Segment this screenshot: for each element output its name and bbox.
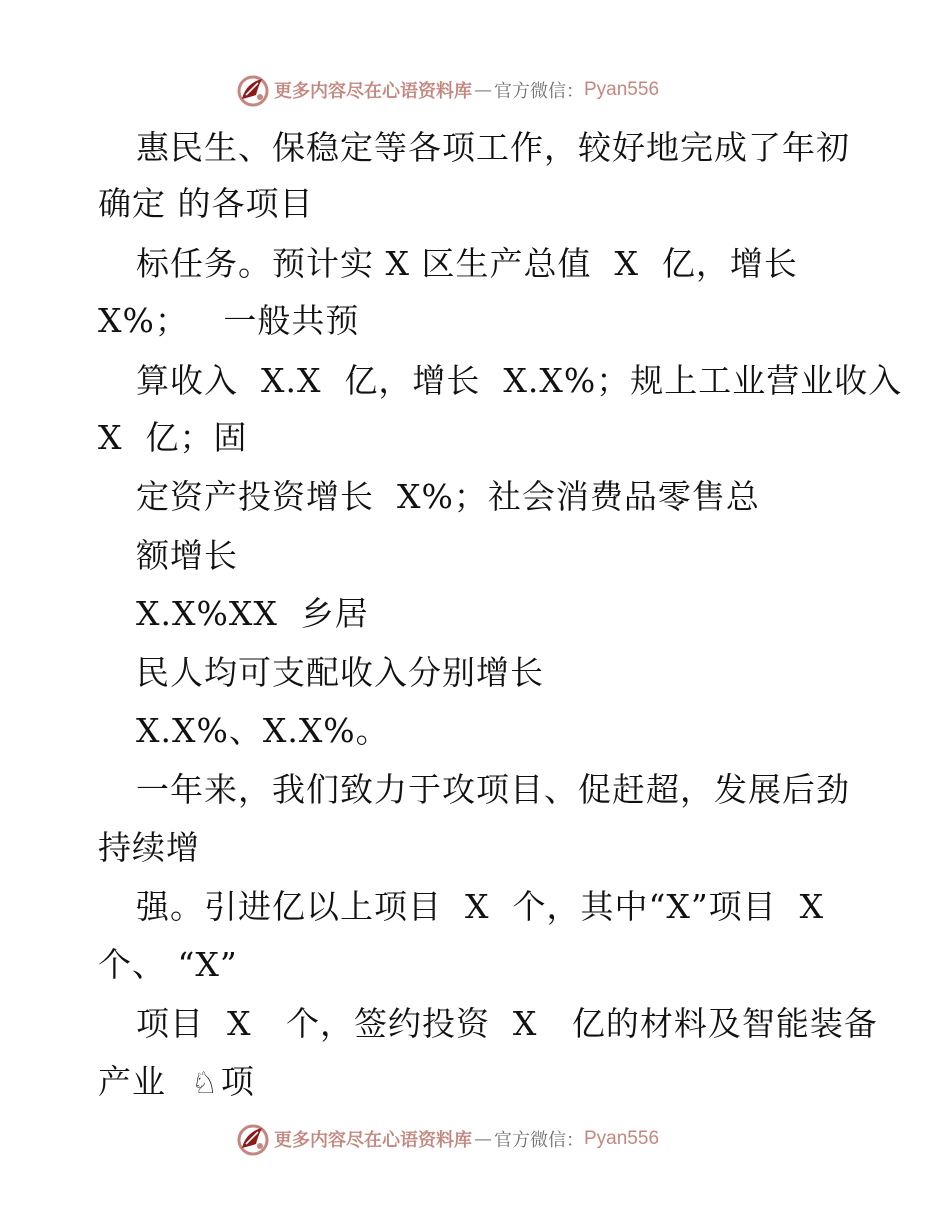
body-line: 个、 “X”	[98, 945, 238, 984]
body-line: 定资产投资增长 X%；社会消费品零售总	[136, 477, 760, 516]
body-line-end: 项	[220, 1062, 255, 1101]
body-line: 强。引进亿以上项目 X 个，其中“X”项目 X	[136, 887, 825, 926]
body-line: X%； 一般共预	[98, 301, 360, 340]
body-line: X 亿；固	[98, 418, 248, 457]
banner-wechat-label: 官方微信：	[494, 81, 584, 102]
banner-dash: —	[474, 1128, 492, 1150]
banner-wechat-label: 官方微信：	[494, 1130, 584, 1151]
body-line-start: 产业	[98, 1062, 189, 1101]
banner-text: 更多内容尽在心语资料库	[274, 81, 472, 102]
pen-logo-icon	[236, 1122, 270, 1156]
body-line-last	[98, 1062, 255, 1102]
body-line: 标任务。预计实 X 区生产总值 X 亿，增长	[136, 244, 798, 283]
body-line: 持续增	[98, 828, 200, 867]
body-line: 确定 的各项目	[98, 184, 314, 223]
body-line: 一年来，我们致力于攻项目、促赶超，发展后劲	[136, 770, 850, 809]
banner-text: 更多内容尽在心语资料库	[274, 1130, 472, 1151]
body-line: 项目 X 个，签约投资 X 亿的材料及智能装备	[136, 1004, 878, 1043]
body-line: 算收入 X.X 亿，增长 X.X%；规上工业营业收入	[136, 361, 903, 400]
body-line: 民人均可支配收入分别增长	[136, 653, 544, 692]
banner-wechat-id: Pyan556	[584, 1128, 660, 1149]
footer-banner	[236, 1122, 659, 1156]
body-line: 额增长	[136, 536, 238, 575]
body-line: X.X%、X.X%。	[136, 711, 390, 750]
body-line: 惠民生、保稳定等各项工作，较好地完成了年初	[136, 128, 850, 167]
banner-wechat-id: Pyan556	[584, 79, 660, 100]
knight-glyph-icon: ♘	[190, 1066, 219, 1101]
banner-dash: —	[474, 79, 492, 101]
body-line: X.X%XX 乡居	[136, 594, 369, 633]
